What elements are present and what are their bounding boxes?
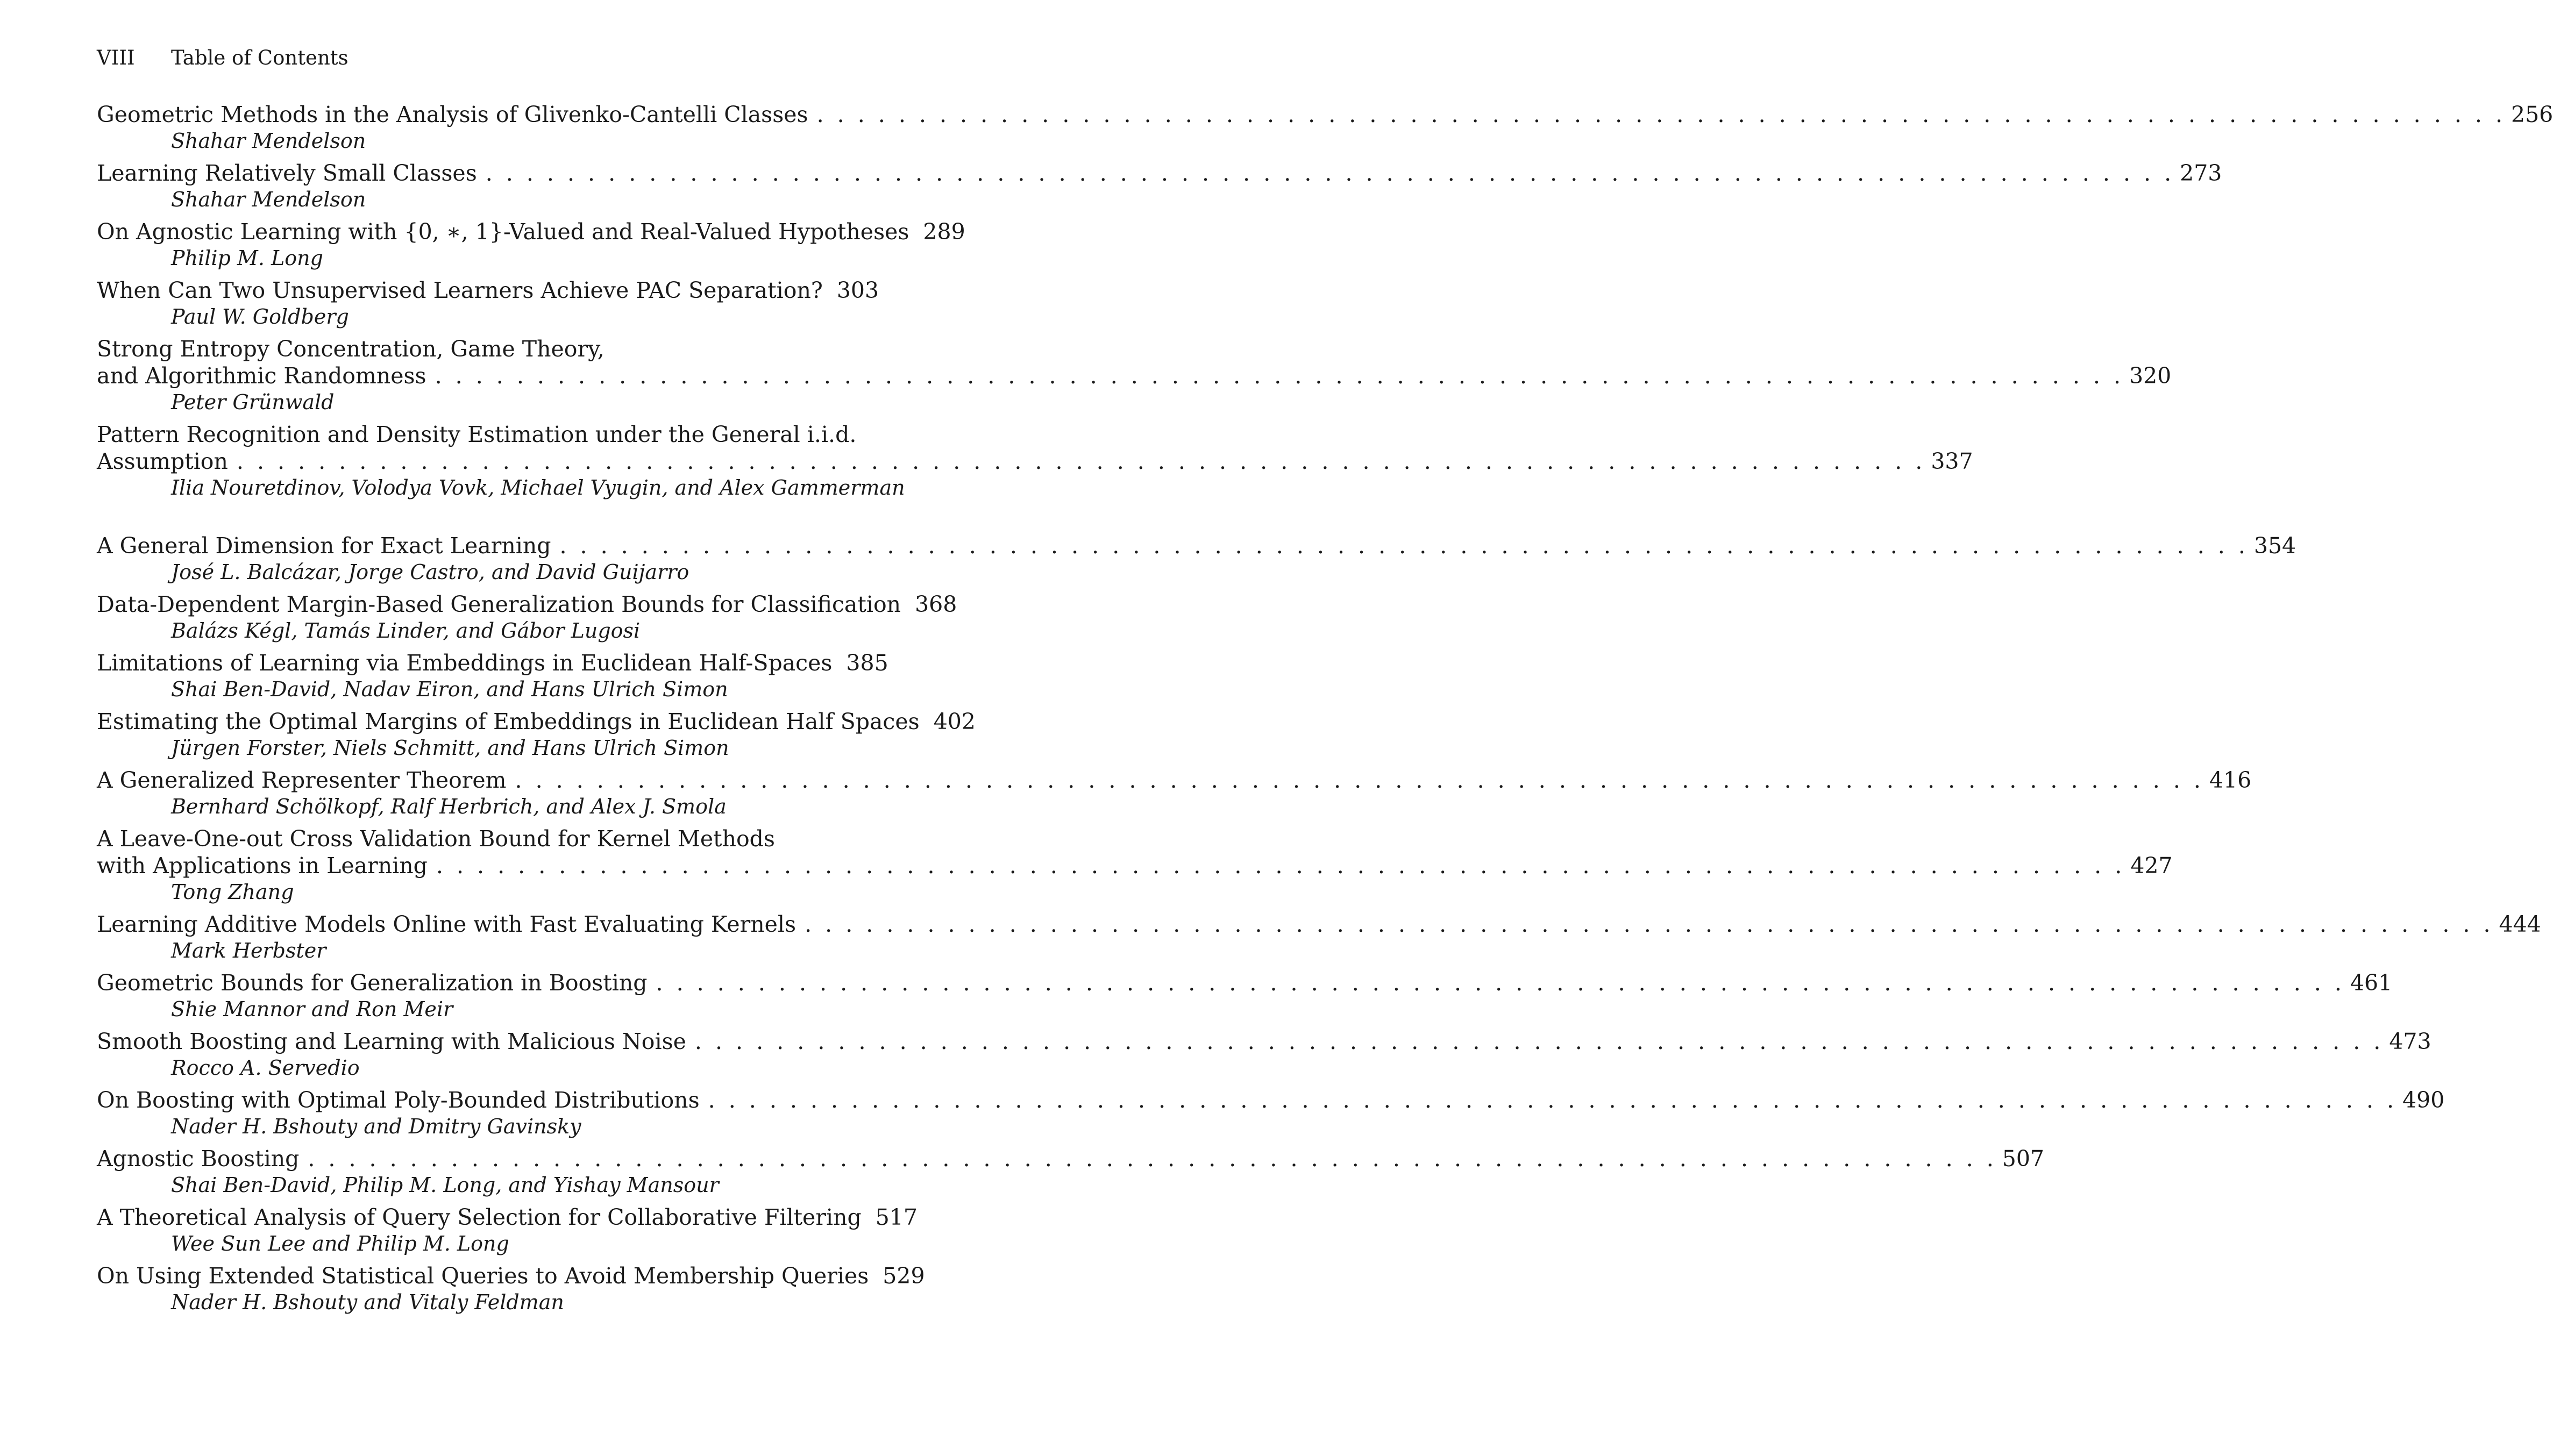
entry-authors: Shahar Mendelson — [171, 188, 366, 211]
toc-entry[interactable] — [97, 825, 2173, 905]
entry-title-row — [97, 1262, 925, 1289]
entry-title: A General Dimension for Exact Learning — [97, 533, 551, 559]
entry-page-number: 416 — [2209, 767, 2252, 793]
dot-leader: . . . . . . . . . . . . . . . . . . . . . . . . . . . . . . . . . . . . . . . . . . . . . . . . . . . . . . . . . . . . . . . . . . . . . . . . . . . . . . . . . . . — [816, 102, 2506, 127]
entry-title: Learning Additive Models Online with Fast Evaluating Kernels — [97, 911, 797, 937]
entry-page-number: 385 — [846, 650, 888, 676]
entry-page-number: 473 — [2389, 1029, 2431, 1054]
entry-authors: Shie Mannor and Ron Meir — [171, 997, 453, 1021]
entry-title-row — [97, 708, 976, 735]
entry-authors: Bernhard Schölkopf, Ralf Herbrich, and Alex J. Smola — [171, 795, 727, 818]
entry-title: A Theoretical Analysis of Query Selection for Collaborative Filtering — [97, 1204, 862, 1230]
toc-entry[interactable] — [97, 708, 976, 761]
entry-page-number: 354 — [2253, 533, 2296, 559]
toc-entry[interactable] — [97, 160, 2222, 213]
toc-entry[interactable] — [97, 767, 2252, 820]
entry-title-row — [97, 911, 2541, 938]
toc-entry[interactable] — [97, 911, 2541, 964]
entry-title-row — [97, 767, 2252, 794]
toc-entry[interactable] — [97, 591, 957, 644]
entry-authors: José L. Balcázar, Jorge Castro, and David Guijarro — [171, 560, 689, 584]
dot-leader: . . . . . . . . . . . . . . . . . . . . . . . . . . . . . . . . . . . . . . . . . . . . . . . . . . . . . . . . . . . . . . . . . . . . . . . . . . . . . . . . . . . — [708, 1087, 2398, 1113]
entry-authors: Philip M. Long — [171, 246, 323, 270]
running-title: Table of Contents — [171, 46, 349, 69]
entry-page-number: 303 — [836, 277, 879, 303]
entry-authors: Ilia Nouretdinov, Volodya Vovk, Michael Vyugin, and Alex Gammerman — [171, 476, 905, 499]
entry-page-number: 461 — [2350, 970, 2393, 996]
entry-title: Geometric Bounds for Generalization in Boosting — [97, 970, 648, 996]
toc-entry[interactable] — [97, 1145, 2045, 1198]
dot-leader: . . . . . . . . . . . . . . . . . . . . . . . . . . . . . . . . . . . . . . . . . . . . . . . . . . . . . . . . . . . . . . . . . . . . . . . . . . . . . . . . . . . — [308, 1146, 1997, 1172]
entry-page-number: 256 — [2511, 102, 2553, 127]
toc-entry[interactable] — [97, 1262, 925, 1316]
entry-title-row — [97, 448, 1973, 475]
toc-section — [97, 532, 2541, 1316]
toc-entry[interactable] — [97, 969, 2393, 1023]
entry-title: Limitations of Learning via Embeddings in Euclidean Half-Spaces — [97, 650, 833, 676]
dot-leader: . . . . . . . . . . . . . . . . . . . . . . . . . . . . . . . . . . . . . . . . . . . . . . . . . . . . . . . . . . . . . . . . . . . . . . . . . . . . . . . . . . . — [656, 970, 2345, 996]
dot-leader: . . . . . . . . . . . . . . . . . . . . . . . . . . . . . . . . . . . . . . . . . . . . . . . . . . . . . . . . . . . . . . . . . . . . . . . . . . . . . . . . . . . — [805, 911, 2494, 937]
entry-page-number: 427 — [2130, 853, 2173, 879]
entry-title-line: Strong Entropy Concentration, Game Theory, — [97, 336, 605, 362]
entry-title-row — [97, 101, 2553, 128]
page-folio: VIII — [97, 46, 135, 69]
toc-entry[interactable] — [97, 277, 879, 330]
entry-title: and Algorithmic Randomness — [97, 363, 426, 389]
entry-page-number: 529 — [883, 1263, 925, 1289]
dot-leader: . . . . . . . . . . . . . . . . . . . . . . . . . . . . . . . . . . . . . . . . . . . . . . . . . . . . . . . . . . . . . . . . . . . . . . . . . . . . . . . . . . . — [435, 363, 2124, 389]
toc-entry[interactable] — [97, 336, 2172, 416]
entry-authors: Tong Zhang — [171, 880, 294, 904]
entry-title-row — [97, 218, 965, 245]
entry-authors: Mark Herbster — [171, 939, 326, 962]
entry-page-number: 337 — [1931, 448, 1973, 474]
entry-title: On Boosting with Optimal Poly-Bounded Distributions — [97, 1087, 700, 1113]
entry-title-row — [97, 532, 2296, 559]
toc-entry[interactable] — [97, 1204, 918, 1257]
entry-title-row — [97, 969, 2393, 996]
toc-entry[interactable] — [97, 218, 965, 272]
entry-authors: Rocco A. Servedio — [171, 1056, 360, 1080]
entry-title: On Agnostic Learning with {0, ∗, 1}-Valued and Real-Valued Hypotheses — [97, 219, 909, 245]
entry-title-line: A Leave-One-out Cross Validation Bound for Kernel Methods — [97, 826, 775, 852]
entry-title-row — [97, 160, 2222, 187]
entry-authors: Balázs Kégl, Tamás Linder, and Gábor Lugosi — [171, 619, 641, 643]
entry-title-row — [97, 1028, 2431, 1055]
entry-title-row — [97, 1087, 2445, 1114]
toc-entry[interactable] — [97, 1087, 2445, 1140]
entry-page-number: 402 — [933, 709, 976, 734]
entry-title-row — [97, 1204, 918, 1231]
entry-title-row — [97, 650, 888, 676]
entry-authors: Peter Grünwald — [171, 390, 335, 414]
entry-page-number: 289 — [923, 219, 965, 245]
entry-authors: Shai Ben-David, Philip M. Long, and Yishay Mansour — [171, 1173, 719, 1197]
dot-leader: . . . . . . . . . . . . . . . . . . . . . . . . . . . . . . . . . . . . . . . . . . . . . . . . . . . . . . . . . . . . . . . . . . . . . . . . . . . . . . . . . . . — [694, 1029, 2384, 1054]
toc-entry[interactable] — [97, 101, 2553, 154]
entry-page-number: 368 — [915, 591, 957, 617]
entry-page-number: 273 — [2180, 160, 2222, 186]
running-header — [97, 45, 349, 71]
dot-leader: . . . . . . . . . . . . . . . . . . . . . . . . . . . . . . . . . . . . . . . . . . . . . . . . . . . . . . . . . . . . . . . . . . . . . . . . . . . . . . . . . . . — [485, 160, 2175, 186]
entry-page-number: 320 — [2129, 363, 2172, 389]
entry-title: Data-Dependent Margin-Based Generalization Bounds for Classification — [97, 591, 901, 617]
entry-authors: Wee Sun Lee and Philip M. Long — [171, 1232, 509, 1255]
entry-authors: Shai Ben-David, Nadav Eiron, and Hans Ulrich Simon — [171, 677, 728, 701]
entry-title: Estimating the Optimal Margins of Embeddings in Euclidean Half Spaces — [97, 709, 920, 734]
entry-authors: Shahar Mendelson — [171, 129, 366, 153]
entry-title: When Can Two Unsupervised Learners Achieve PAC Separation? — [97, 277, 823, 303]
toc-section — [97, 101, 2553, 501]
entry-title: with Applications in Learning — [97, 853, 428, 879]
entry-title: Learning Relatively Small Classes — [97, 160, 477, 186]
entry-title-line: Pattern Recognition and Density Estimation under the General i.i.d. — [97, 422, 857, 447]
entry-title-row — [97, 591, 957, 618]
toc-entry[interactable] — [97, 650, 888, 703]
entry-title-row — [97, 1145, 2045, 1172]
toc-entry[interactable] — [97, 1028, 2431, 1081]
entry-title: On Using Extended Statistical Queries to Avoid Membership Queries — [97, 1263, 869, 1289]
entry-title: A Generalized Representer Theorem — [97, 767, 507, 793]
entry-title: Agnostic Boosting — [97, 1146, 300, 1172]
entry-page-number: 517 — [875, 1204, 918, 1230]
toc-entry[interactable] — [97, 421, 1973, 501]
entry-title: Geometric Methods in the Analysis of Glivenko-Cantelli Classes — [97, 102, 808, 127]
dot-leader: . . . . . . . . . . . . . . . . . . . . . . . . . . . . . . . . . . . . . . . . . . . . . . . . . . . . . . . . . . . . . . . . . . . . . . . . . . . . . . . . . . . — [436, 853, 2125, 879]
entry-title-row — [97, 277, 879, 304]
entry-authors: Nader H. Bshouty and Dmitry Gavinsky — [171, 1115, 581, 1138]
entry-authors: Paul W. Goldberg — [171, 305, 349, 329]
table-of-contents — [97, 101, 2553, 1316]
entry-page-number: 507 — [2002, 1146, 2045, 1172]
dot-leader: . . . . . . . . . . . . . . . . . . . . . . . . . . . . . . . . . . . . . . . . . . . . . . . . . . . . . . . . . . . . . . . . . . . . . . . . . . . . . . . . . . . — [236, 448, 1926, 474]
dot-leader: . . . . . . . . . . . . . . . . . . . . . . . . . . . . . . . . . . . . . . . . . . . . . . . . . . . . . . . . . . . . . . . . . . . . . . . . . . . . . . . . . . . — [559, 533, 2249, 559]
entry-page-number: 444 — [2499, 911, 2541, 937]
entry-title: Smooth Boosting and Learning with Malicious Noise — [97, 1029, 686, 1054]
entry-title: Assumption — [97, 448, 228, 474]
dot-leader: . . . . . . . . . . . . . . . . . . . . . . . . . . . . . . . . . . . . . . . . . . . . . . . . . . . . . . . . . . . . . . . . . . . . . . . . . . . . . . . . . . . — [515, 767, 2204, 793]
entry-page-number: 490 — [2402, 1087, 2445, 1113]
entry-authors: Jürgen Forster, Niels Schmitt, and Hans Ulrich Simon — [171, 736, 729, 760]
entry-authors: Nader H. Bshouty and Vitaly Feldman — [171, 1290, 564, 1314]
entry-title-row — [97, 852, 2173, 879]
entry-title-row — [97, 362, 2172, 389]
toc-entry[interactable] — [97, 532, 2296, 586]
